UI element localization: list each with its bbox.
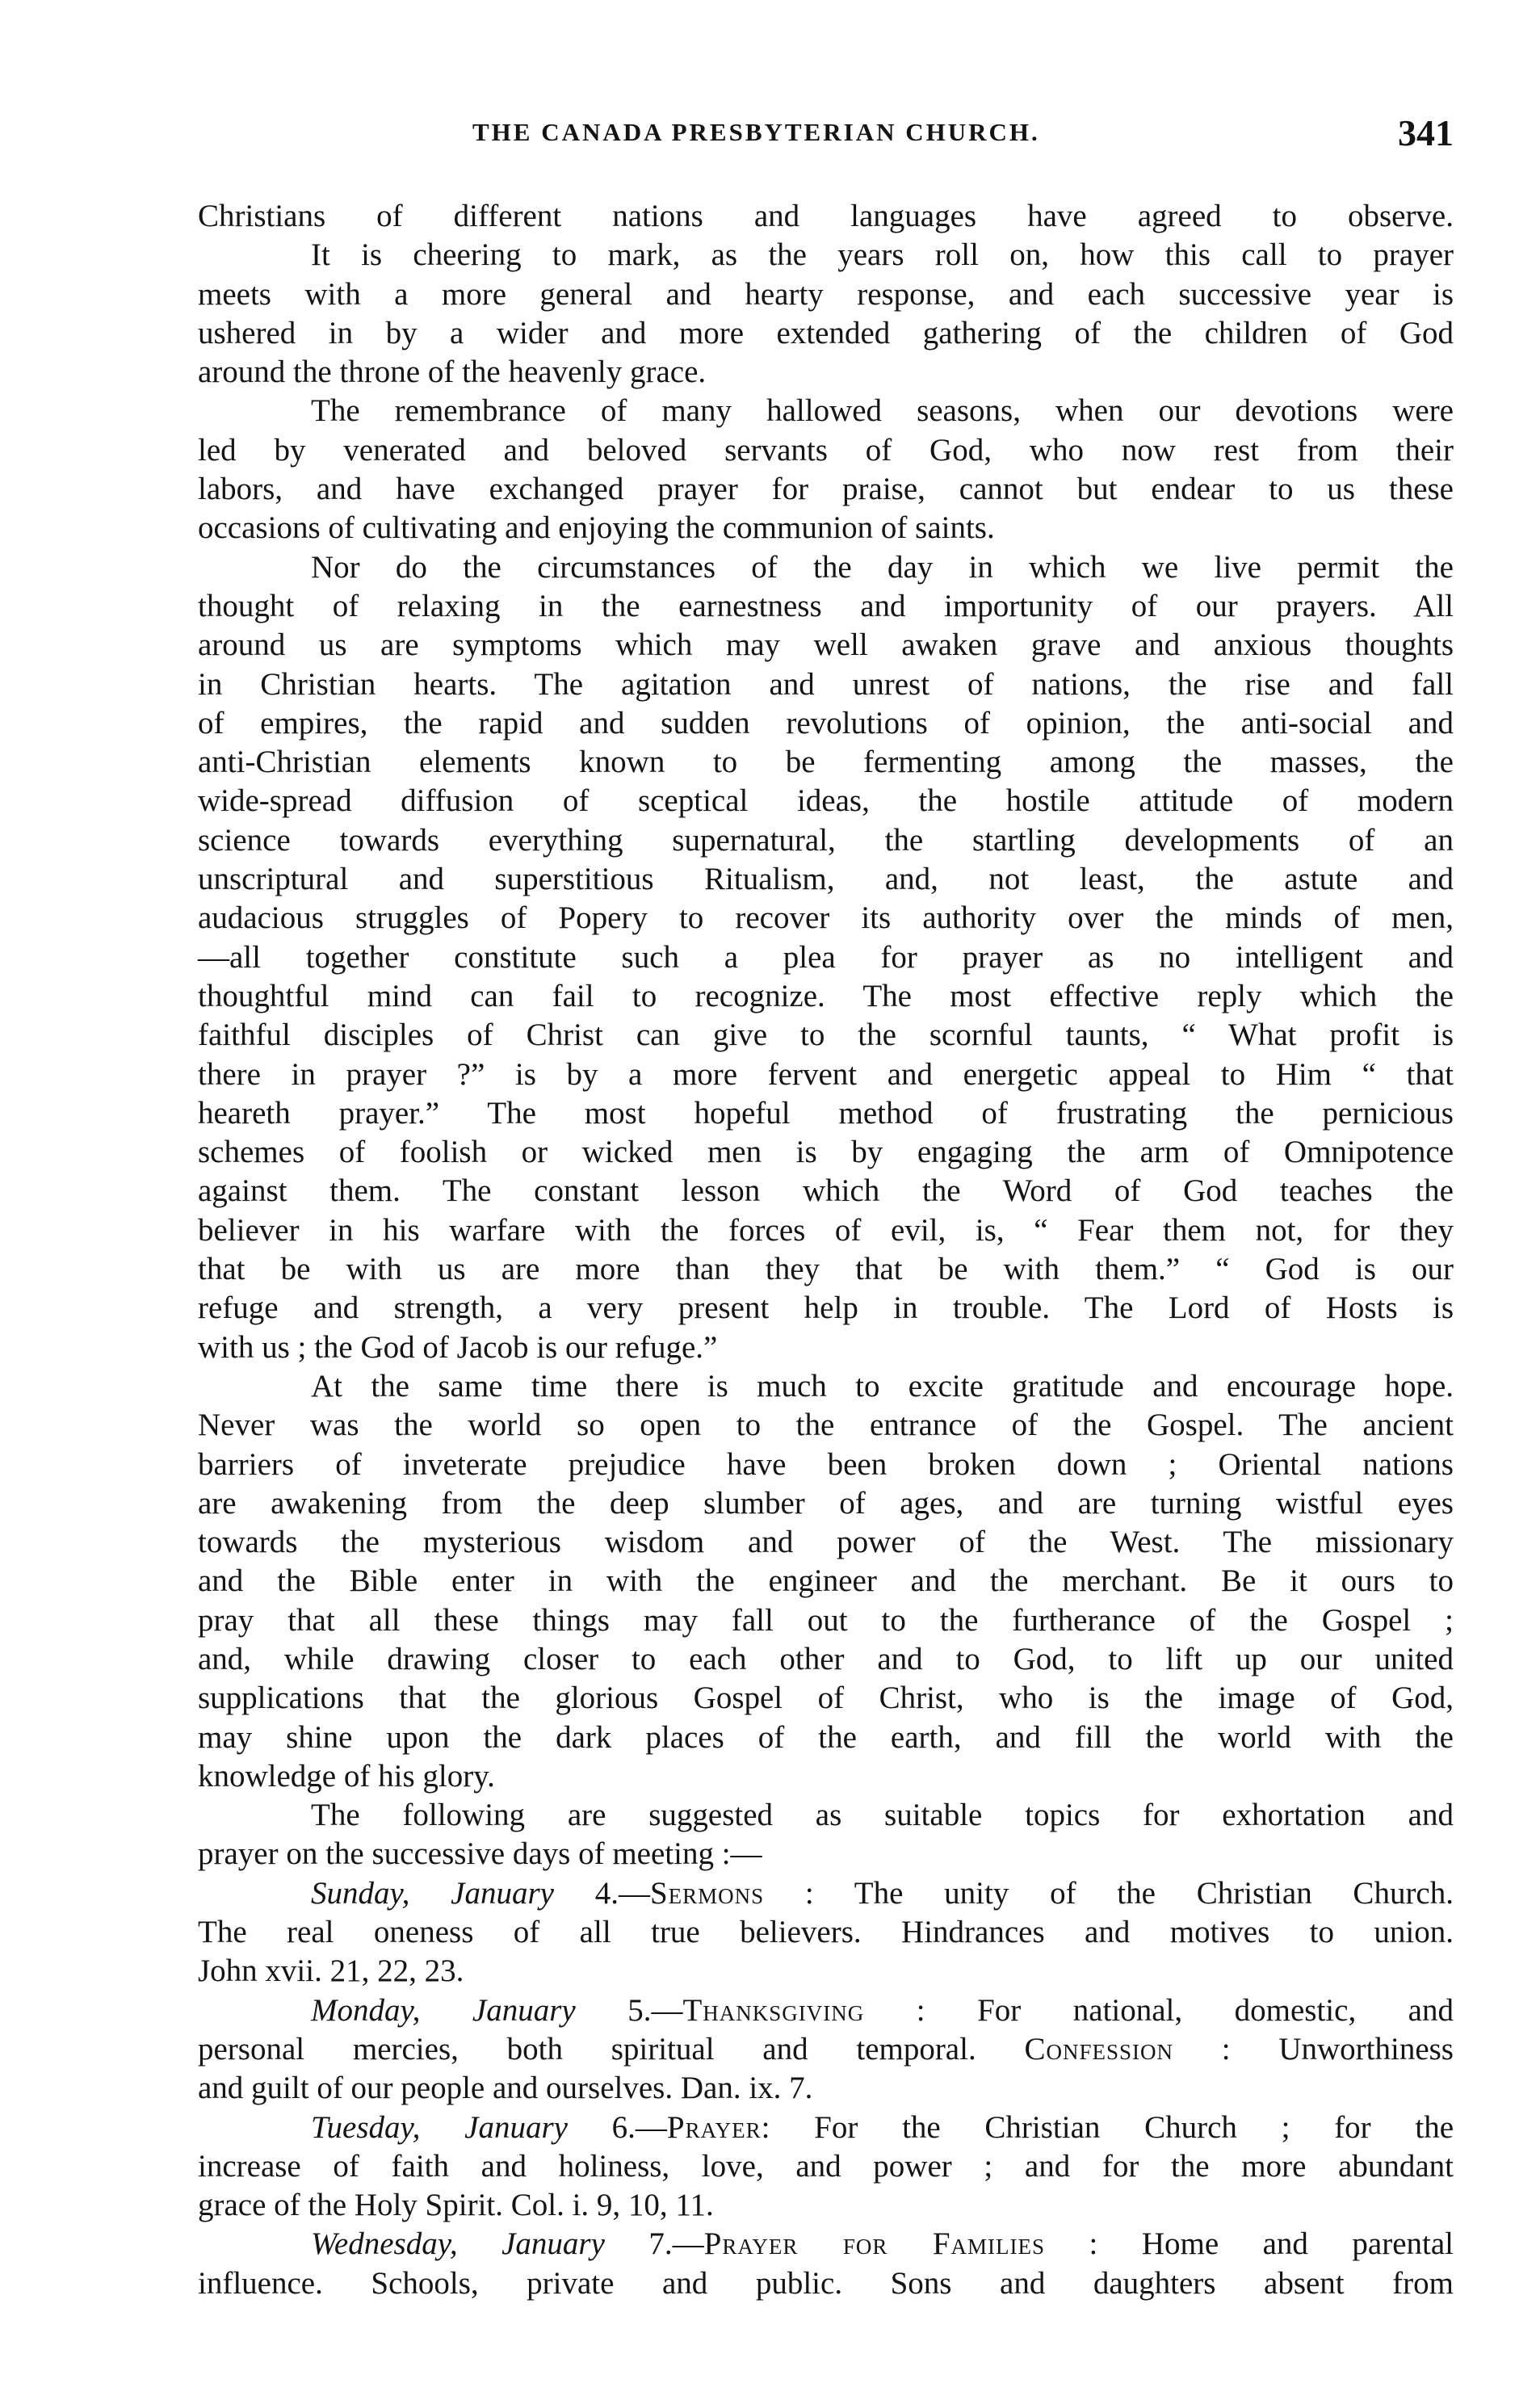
topic-heading: Prayer for Families	[703, 2226, 1046, 2262]
topic-date: Tuesday, January	[311, 2109, 568, 2145]
text-line: Never was the world so open to the entrance of the Gospel. The ancient	[198, 1408, 1454, 1443]
text-line: may shine upon the dark places of the earth, and fill the world with the	[198, 1719, 1454, 1755]
text-line: refuge and strength, a very present help in trouble. The Lord of Hosts is	[198, 1290, 1454, 1326]
text-line: The remembrance of many hallowed seasons, when our devotions were	[311, 393, 1454, 429]
running-title: THE CANADA PRESBYTERIAN CHURCH.	[472, 118, 1040, 146]
text-line: supplications that the glorious Gospel of Christ, who is the image of God,	[198, 1681, 1454, 1716]
text-line: unscriptural and superstitious Ritualism, and, not least, the astute and	[198, 862, 1454, 897]
topic-tuesday: Tuesday, January 6.—Prayer: For the Christian Church ; for the	[311, 2109, 1454, 2145]
text-line: believer in his warfare with the forces of evil, is, “ Fear them not, for they	[198, 1212, 1454, 1248]
text-line: ushered in by a wider and more extended gathering of the children of God	[198, 315, 1454, 350]
text-line: wide-spread diffusion of sceptical ideas, the hostile attitude of modern	[198, 783, 1454, 819]
text-line: science towards everything supernatural, the startling developments of an	[198, 822, 1454, 858]
text-line: pray that all these things may fall out to the furtherance of the Gospel ;	[198, 1602, 1454, 1638]
text-line: audacious struggles of Popery to recover its authority over the minds of men,	[198, 900, 1454, 936]
text-line: led by venerated and beloved servants of God, who now rest from their	[198, 432, 1454, 468]
text-line: thoughtful mind can fail to recognize. The most effective reply which the	[198, 978, 1454, 1013]
text-line: and, while drawing closer to each other and to God, to lift up our united	[198, 1641, 1454, 1676]
text-line: grace of the Holy Spirit. Col. i. 9, 10, 11.	[198, 2188, 714, 2223]
page-header	[198, 111, 1454, 160]
text-line: increase of faith and holiness, love, and power ; and for the more abundant	[198, 2148, 1454, 2184]
text-line: Christians of different nations and languages have agreed to observe.	[198, 199, 1454, 233]
text-line: personal mercies, both spiritual and temporal. Confession : Unworthiness	[198, 2031, 1454, 2067]
text-line: —all together constitute such a plea for prayer as no intelligent and	[198, 939, 1454, 975]
topic-date: Sunday, January	[311, 1875, 554, 1911]
text-line: The following are suggested as suitable topics for exhortation and	[311, 1798, 1454, 1833]
topic-monday: Monday, January 5.—Thanksgiving : For national, domestic, and	[311, 1992, 1454, 2028]
page-number: 341	[1398, 112, 1454, 153]
text-line: It is cheering to mark, as the years roll on, how this call to prayer	[311, 237, 1454, 273]
text-line: anti-Christian elements known to be fermenting among the masses, the	[198, 745, 1454, 780]
text-line: with us ; the God of Jacob is our refuge.”	[198, 1329, 718, 1365]
text-line: knowledge of his glory.	[198, 1758, 495, 1794]
topic-heading: Prayer	[666, 2109, 762, 2145]
text-line: there in prayer ?” is by a more fervent and energetic appeal to Him “ that	[198, 1056, 1454, 1092]
text-line: schemes of foolish or wicked men is by engaging the arm of Omnipotence	[198, 1135, 1454, 1170]
text-line: labors, and have exchanged prayer for praise, cannot but endear to us these	[198, 472, 1454, 507]
topic-date: Wednesday, January	[311, 2226, 605, 2262]
text-line: of empires, the rapid and sudden revolutions of opinion, the anti-social and	[198, 705, 1454, 741]
topic-date: Monday, January	[311, 1992, 576, 2028]
text-line: around us are symptoms which may well awaken grave and anxious thoughts	[198, 627, 1454, 663]
text-line: Nor do the circumstances of the day in which we live permit the	[311, 549, 1454, 585]
topic-wednesday: Wednesday, January 7.—Prayer for Families : Home and parental	[311, 2226, 1454, 2262]
topic-heading: Thanksgiving	[682, 1992, 865, 2028]
text-line: faithful disciples of Christ can give to the scornful taunts, “ What profit is	[198, 1018, 1454, 1053]
text-line: around the throne of the heavenly grace.	[198, 355, 707, 390]
topic-heading: Confession	[1024, 2031, 1173, 2067]
text-line: in Christian hearts. The agitation and unrest of nations, the rise and fall	[198, 666, 1454, 702]
text-line: influence. Schools, private and public. Sons and daughters absent from	[198, 2265, 1454, 2301]
topic-heading: Sermons	[649, 1875, 765, 1911]
text-line: occasions of cultivating and enjoying the communion of saints.	[198, 510, 995, 546]
text-line: thought of relaxing in the earnestness and importunity of our prayers. All	[198, 588, 1454, 623]
text-line: barriers of inveterate prejudice have been broken down ; Oriental nations	[198, 1446, 1454, 1482]
text-line: against them. The constant lesson which the Word of God teaches the	[198, 1173, 1454, 1209]
text-line: The real oneness of all true believers. Hindrances and motives to union.	[198, 1915, 1454, 1950]
text-line: heareth prayer.” The most hopeful method of frustrating the pernicious	[198, 1095, 1454, 1131]
text-line: John xvii. 21, 22, 23.	[198, 1953, 464, 1989]
text-line: and the Bible enter in with the engineer and the merchant. Be it ours to	[198, 1563, 1454, 1599]
body-text	[198, 197, 1454, 2303]
text-line: and guilt of our people and ourselves. Dan. ix. 7.	[198, 2071, 813, 2106]
text-line: are awakening from the deep slumber of ages, and are turning wistful eyes	[198, 1485, 1454, 1521]
text-line: towards the mysterious wisdom and power of the West. The missionary	[198, 1525, 1454, 1560]
topic-sunday: Sunday, January 4.—Sermons : The unity of the Christian Church.	[311, 1875, 1454, 1911]
text-line: At the same time there is much to excite gratitude and encourage hope.	[311, 1368, 1454, 1404]
text-line: that be with us are more than they that be with them.” “ God is our	[198, 1252, 1454, 1287]
text-line: prayer on the successive days of meeting :—	[198, 1836, 762, 1872]
text-line: meets with a more general and hearty response, and each successive year is	[198, 276, 1454, 312]
